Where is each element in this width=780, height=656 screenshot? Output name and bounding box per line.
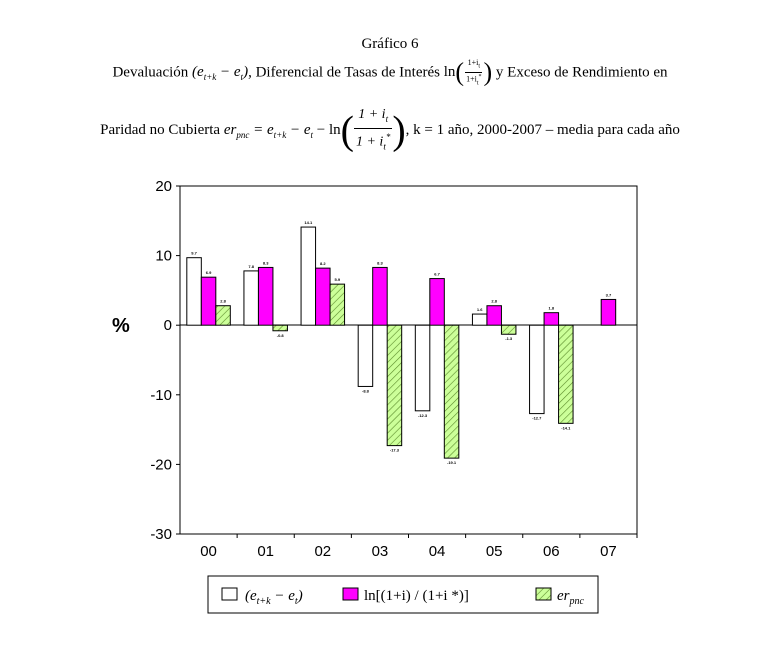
bar-magenta-07 xyxy=(601,299,616,325)
bar-hatch-green-03 xyxy=(387,325,402,445)
bar-white-02 xyxy=(301,227,316,325)
y-axis xyxy=(150,178,180,543)
legend-swatch-ln-ratio xyxy=(343,588,358,600)
bar-value-label: 14.1 xyxy=(304,220,313,226)
bar-magenta-06 xyxy=(544,313,559,326)
x-tick-label: 07 xyxy=(600,543,617,560)
bar-magenta-04 xyxy=(430,279,445,326)
bar-value-label: 8.2 xyxy=(320,261,326,267)
title-text-devaluation: Devaluación xyxy=(112,64,189,81)
bar-value-label: -19.1 xyxy=(447,460,457,466)
legend-swatch-devaluation xyxy=(222,588,237,600)
bar-magenta-02 xyxy=(316,268,331,325)
title-text-excess: y Exceso de Rendimiento en xyxy=(495,64,668,81)
bar-value-label: -12.7 xyxy=(532,415,542,421)
x-tick-label: 06 xyxy=(542,543,560,560)
erpnc-formula: $er_{pnc} = e_{t+k} - e_t - \ln$( $\frac{1 + i_t}{1 + i_t^*}$ ) xyxy=(223,107,406,153)
bar-white-05 xyxy=(472,314,487,325)
x-axis xyxy=(200,534,637,560)
x-tick-label: 05 xyxy=(485,543,503,560)
bar-magenta-03 xyxy=(373,267,388,325)
y-tick-label: -20 xyxy=(150,456,172,474)
bar-hatch-green-02 xyxy=(330,284,345,325)
figure-label: Gráfico 6 xyxy=(361,36,419,52)
bar-hatch-green-06 xyxy=(559,325,574,423)
title-text-differential: , Diferencial de Tasas de Interés xyxy=(248,64,440,81)
bar-value-label: -0.8 xyxy=(276,332,284,338)
bar-white-06 xyxy=(530,325,545,413)
bar-value-label: -8.8 xyxy=(361,388,369,394)
y-tick-label: -30 xyxy=(150,526,172,543)
bar-white-04 xyxy=(415,325,430,411)
legend-label-devaluation: $(e_{t+k} - e_t)$ xyxy=(245,588,303,607)
bar-value-label: 8.3 xyxy=(377,260,383,266)
bar-white-00 xyxy=(187,258,202,326)
bar-hatch-green-04 xyxy=(444,325,459,458)
y-tick-label: 0 xyxy=(163,317,172,335)
bar-value-label: -14.1 xyxy=(561,425,571,431)
x-tick-label: 00 xyxy=(200,543,217,560)
bar-value-label: -17.3 xyxy=(389,447,399,453)
bar-value-label: 3.7 xyxy=(605,292,612,298)
bar-value-label: 9.7 xyxy=(191,250,197,256)
bar-white-01 xyxy=(244,271,259,325)
y-axis-label: % xyxy=(112,315,130,337)
y-tick-label: 10 xyxy=(155,247,172,265)
title-text-parity: Paridad no Cubierta xyxy=(100,122,221,139)
x-tick-label: 03 xyxy=(371,543,389,560)
bar-value-label: 2.8 xyxy=(220,298,226,304)
x-tick-label: 02 xyxy=(314,543,332,560)
devaluation-formula: $(e_{t+k} - e_t)$ xyxy=(192,64,249,83)
legend-label-ln-ratio: ln[(1+i) / (1+i *)] xyxy=(364,588,469,604)
bar-hatch-green-01 xyxy=(273,325,288,331)
bar-value-label: 6.7 xyxy=(434,271,440,277)
bar-value-label: 1.6 xyxy=(476,307,483,313)
ln-ratio-formula: ln( $\frac{1+i_t}{1+i_t^*}$ ) xyxy=(443,57,493,87)
bar-value-label: 8.3 xyxy=(262,260,269,266)
x-tick-label: 04 xyxy=(428,543,446,560)
legend xyxy=(208,576,598,613)
bar-value-label: 2.8 xyxy=(491,298,497,304)
bar-hatch-green-05 xyxy=(501,325,516,334)
title-text-period: , k = 1 año, 2000-2007 – media para cada año xyxy=(405,122,680,139)
bar-value-label: 6.9 xyxy=(205,270,212,276)
bar-value-label: 7.8 xyxy=(248,263,254,269)
legend-swatch-erpnc xyxy=(536,588,551,600)
x-tick-label: 01 xyxy=(257,543,275,560)
bar-value-label: 1.8 xyxy=(548,305,555,311)
bar-white-03 xyxy=(358,325,373,386)
bar-magenta-00 xyxy=(201,277,216,325)
legend-label-erpnc: $er_{pnc}$ xyxy=(557,588,584,607)
y-tick-label: 20 xyxy=(155,178,172,195)
bars-group xyxy=(187,227,616,458)
bar-hatch-green-00 xyxy=(216,306,231,325)
bar-value-label: -1.3 xyxy=(505,336,513,342)
bar-value-label: 5.9 xyxy=(334,277,341,283)
bar-magenta-01 xyxy=(258,267,273,325)
bar-magenta-05 xyxy=(487,306,502,325)
bar-value-label: -12.3 xyxy=(418,412,428,418)
y-tick-label: -10 xyxy=(150,386,172,404)
